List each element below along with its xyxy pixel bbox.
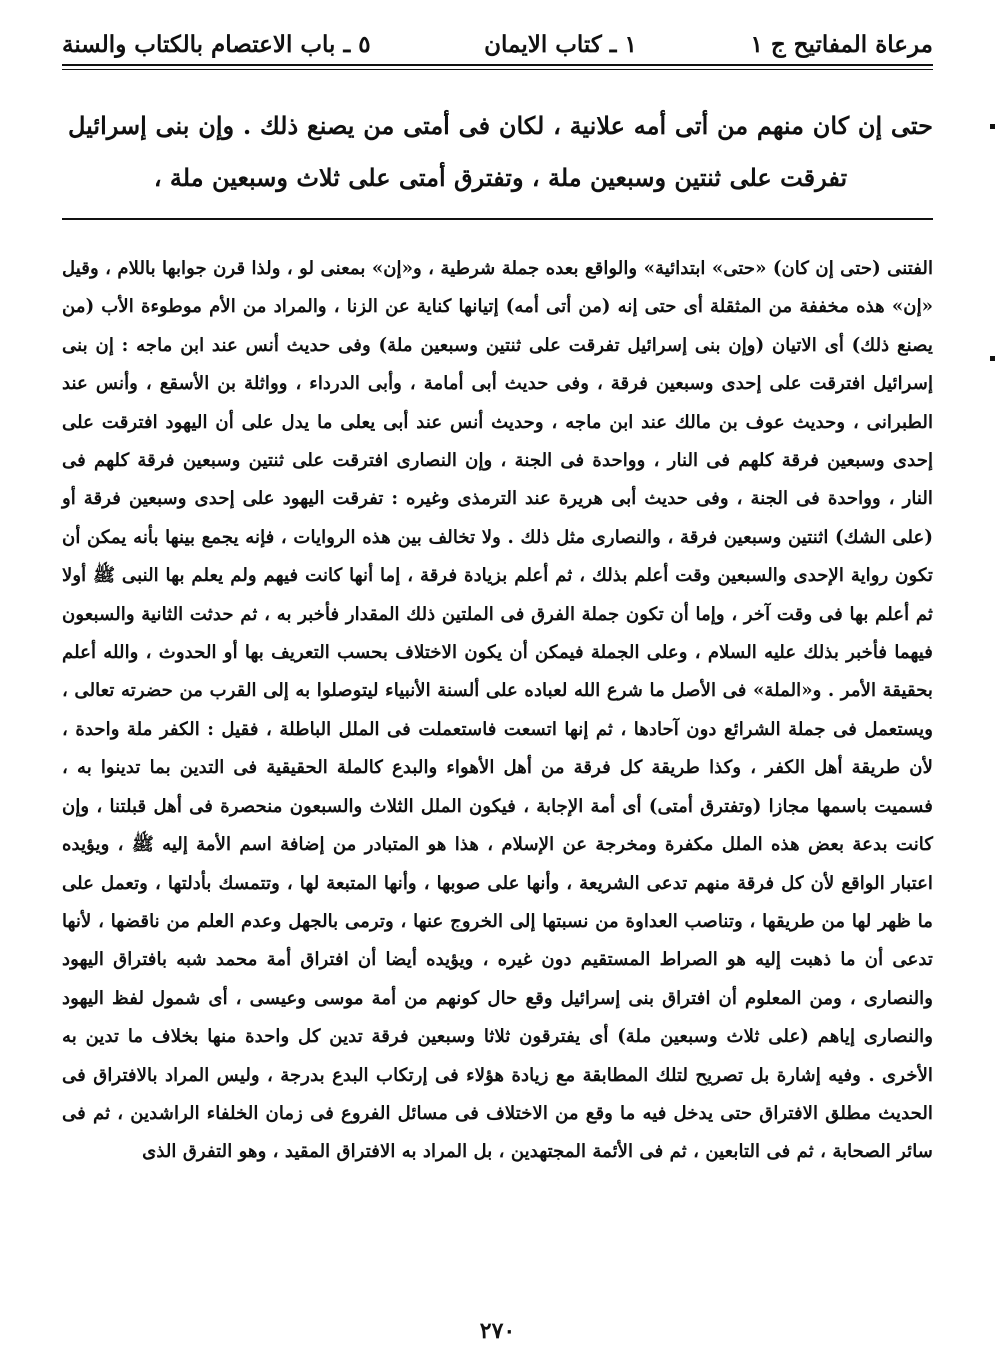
commentary-block [62, 250, 933, 1172]
margin-mark [990, 124, 995, 129]
margin-mark [990, 356, 995, 361]
commentary-text: الفتنى (حتى إن كان) «حتى» ابتدائية» والواقع بعده جملة شرطية ، و«إن» بمعنى لو ، ولذا قرن جوابها باللام ، وقيل «إن» هذه مخففة من المثقلة أى حتى إنه (من أتى أمه) إتيانها كناية عن الزنا ، والمراد من الأم موطوءة الأب (من يصنع ذلك) أى الاتيان (وإن بنى إسرائيل تفرقت على ثنتين وسبعين ملة) وفى حديث أنس عند ابن ماجه : إن بنى إسرائيل افترقت على إحدى وسبعين فرقة ، وفى حديث أبى أمامة ، وأبى الدرداء ، وواثلة بن الأسقع ، وأنس عند الطبرانى ، وحديث عوف بن مالك عند ابن ماجه ، وحديث أنس عند أبى يعلى ما يدل على أن اليهود افترقت على إحدى وسبعين فرقة كلهم فى النار ، وواحدة فى الجنة ، وإن النصارى افترقت على ثنتين وسبعين فرقة كلهم فى النار ، وواحدة فى الجنة ، وفى حديث أبى هريرة عند الترمذى وغيره : تفرقت اليهود على إحدى وسبعين فرقة أو (على الشك) اثنتين وسبعين فرقة ، والنصارى مثل ذلك . ولا تخالف بين هذه الروايات ، فإنه يجمع بينها بأنه يمكن أن تكون رواية الإحدى والسبعين وقت أعلم بذلك ، ثم أعلم بزيادة فرقة ، إما أنها كانت فيهم ولم يعلم بها النبى ﷺ أولا ثم أعلم بها فى وقت آخر ، وإما أن تكون جملة الفرق فى الملتين ذلك المقدار فأخبر به ، ثم حدثت الثانية والسبعون فيهما فأخبر بذلك عليه السلام ، وعلى الجملة فيمكن أن يكون الاختلاف بحسب التعريف بها أو الحدوث ، والله أعلم بحقيقة الأمر . و«الملة» فى الأصل ما شرع الله لعباده على ألسنة الأنبياء ليتوصلوا به إلى القرب من حضرته تعالى ، ويستعمل فى جملة الشرائع دون آحادها ، ثم إنها اتسعت فاستعملت فى الملل الباطلة ، فقيل : الكفر ملة واحدة ، لأن طريقة أهل الكفر ، وكذا طريقة كل فرقة من أهل الأهواء والبدع كالملة الحقيقية فى التدين بما تدينوا به ، فسميت باسمها مجازا (وتفترق أمتى) أى أمة الإجابة ، فيكون الملل الثلاث والسبعون منحصرة فى أهل قبلتنا ، وإن كانت بدعة بعض هذه الملل مكفرة ومخرجة عن الإسلام ، هذا هو المتبادر من إضافة اسم الأمة إليه ﷺ ، ويؤيده اعتبار الواقع لأن كل فرقة منهم تدعى الشريعة ، وأنها على صوبها ، وأنها المتبعة لها ، وتتمسك بأدلتها ، وتعمل على ما ظهر لها من طريقها ، وتناصب العداوة من نسبتها إلى الخروج عنها ، وترمى بالجهل وعدم العلم من ناقضها ، لأنها تدعى أن ما ذهبت إليه هو الصراط المستقيم دون غيره ، ويؤيده أيضا أن افتراق أمة محمد شبه بافتراق اليهود والنصارى ، ومن المعلوم أن افتراق بنى إسرائيل وقع حال كونهم من أمة موسى وعيسى ، أى شمول لفظ اليهود والنصارى إياهم (على ثلاث وسبعين ملة) أى يفترقون ثلاثا وسبعين فرقة تدين كل واحدة منها بخلاف ما تدين به الأخرى . وفيه إشارة بل تصريح لتلك المطابقة مع زيادة هؤلاء فى إرتكاب البدع بدرجة ، وليس المراد بالافتراق فى الحديث مطلق الافتراق حتى يدخل فيه ما وقع من الاختلاف فى مسائل الفروع فى زمان الخلفاء الراشدين ، ثم فى سائر الصحابة ، ثم فى التابعين ، ثم فى الأئمة المجتهدين ، بل المراد به الافتراق المقيد ، وهو التفرق الذى [62, 258, 933, 1163]
separator-rule [62, 218, 933, 220]
header-chapter: ١ ـ كتاب الايمان [484, 30, 637, 58]
header-rule [62, 64, 933, 66]
hadith-text: حتى إن كان منهم من أتى أمه علانية ، لكان فى أمتى من يصنع ذلك . وإن بنى إسرائيل تفرقت على ثنتين وسبعين ملة ، وتفترق أمتى على ثلاث وسبعين ملة ، [68, 111, 933, 192]
page-number: ٢٧٠ [479, 1318, 516, 1344]
header-section: ٥ ـ باب الاعتصام بالكتاب والسنة [62, 30, 371, 58]
running-header [62, 24, 933, 64]
header-rule-thin [62, 69, 933, 70]
hadith-text-block [68, 100, 933, 204]
header-book-title: مرعاة المفاتيح ج ١ [750, 30, 933, 58]
